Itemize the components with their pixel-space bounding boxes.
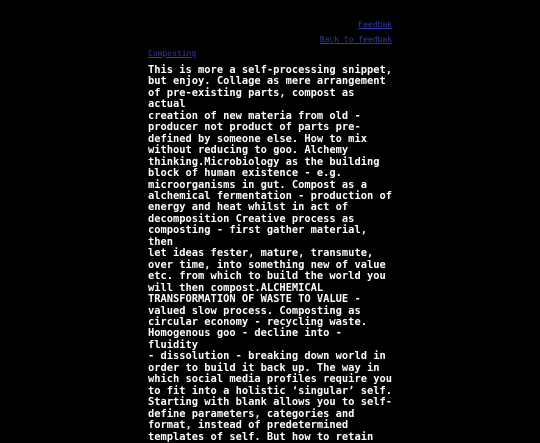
composting-link[interactable]: Composting: [148, 49, 197, 58]
feedbak-link[interactable]: Feedbak: [358, 20, 392, 29]
back-to-feedbak-link[interactable]: Back to feedbak: [319, 35, 392, 44]
article-body: This is more a self-processing snippet, but enjoy. Collage as mere arrangement of pre-existing parts, compost as actual creation of new materia from old - producer not product of parts pre- defined by someone else. How to mix without reducing to goo. Alchemy thinking.Microbiology as the building block of human existence - e.g. microorganisms in gut. Compost as a alchemical fermentation - production of energy and heat whilst in act of decomposition Creative process as composting - first gather material, then let ideas fester, mature, transmute, over time, into something new of value etc. from which to build the world you will then compost.ALCHEMICAL TRANSFORMATION OF WASTE TO VALUE - valued slow process. Composting as circular economy - recycling waste. Homogenous goo - decline into - fluidity - dissolution - breaking down world in order to build it back up. The way in which social media profiles require you to fit into a holistic ‘singular’ self. Starting with blank allows you to self- define parameters, categories and format, instead of predetermined templates of self. But how to retain: [148, 64, 392, 443]
